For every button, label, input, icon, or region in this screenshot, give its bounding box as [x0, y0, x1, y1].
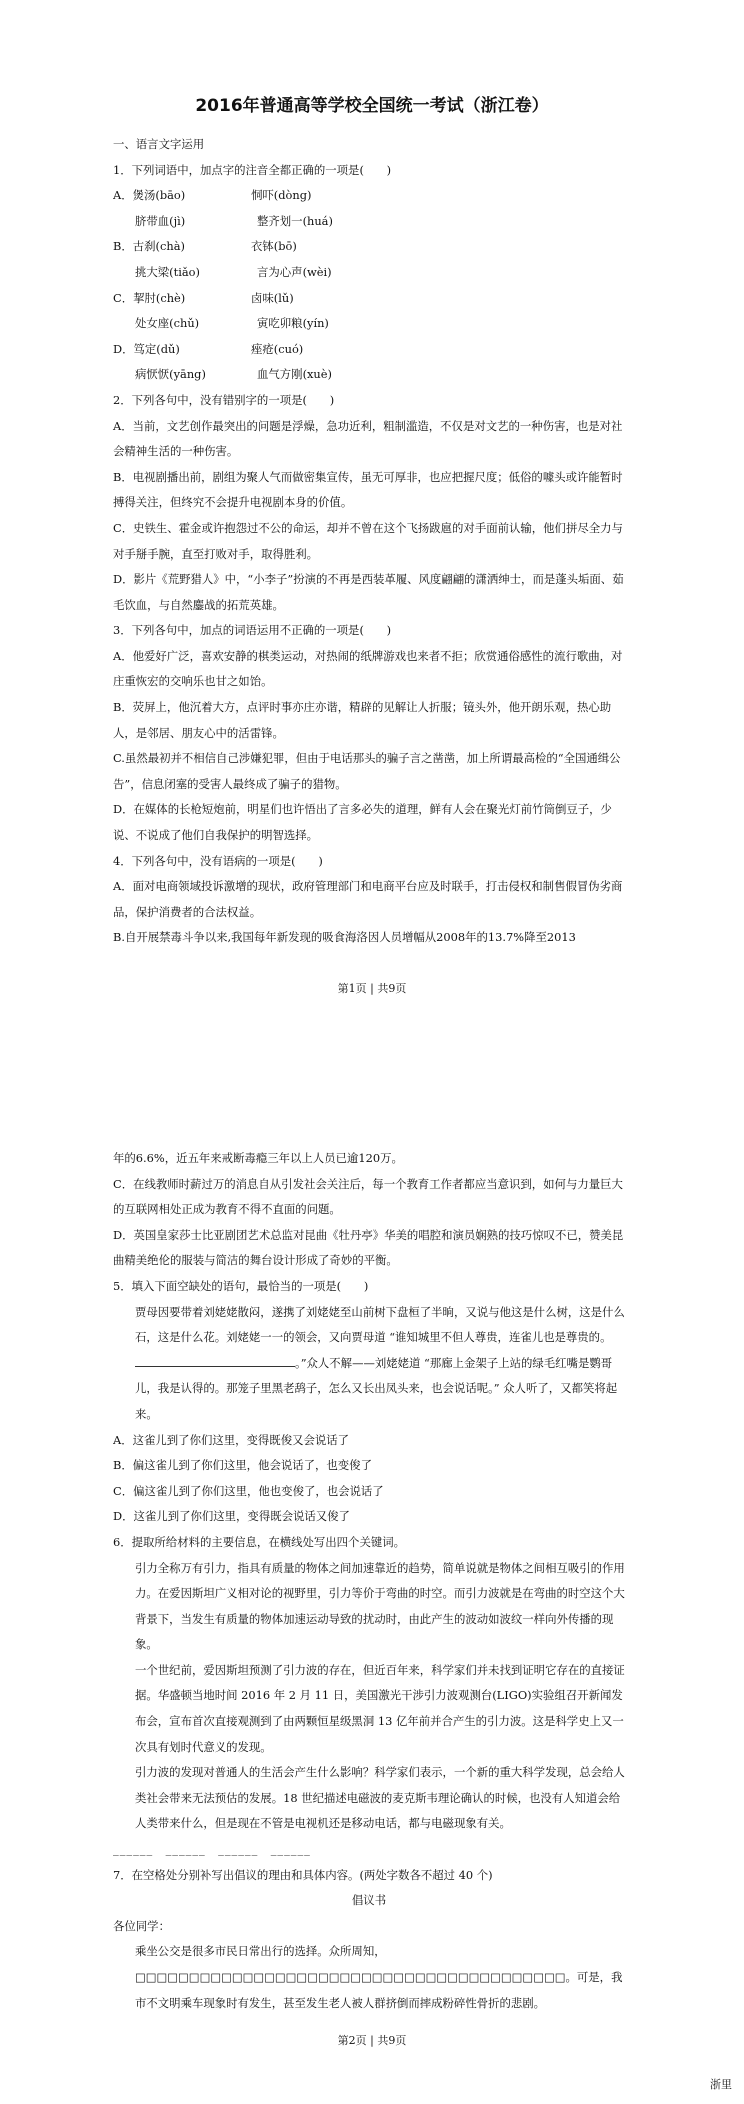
q5-passage	[113, 1300, 625, 1428]
q7-text-end: 。可是，我市不文明乘车现象时有发生，甚至发生老人被人群挤倒而摔成粉碎性骨折的悲剧。	[135, 1970, 623, 2010]
q3-option-b: B．荧屏上，他沉着大方，点评时事亦庄亦谐，精辟的见解让人折服；镜头外，他开朗乐观，热心助人，是邻居、朋友心中的活雷锋。	[113, 700, 612, 740]
q6-answer-blanks[interactable]: ______ ______ ______ ______	[113, 1842, 311, 1857]
q1-option-d-line2	[113, 362, 625, 388]
q1-option-b-line2	[113, 260, 625, 286]
page-1-content	[113, 132, 625, 951]
q3-option-d: D．在媒体的长枪短炮前，明星们也许悟出了言多必失的道理，鲜有人会在聚光灯前竹筒倒豆子，少说、不说成了他们自我保护的明智选择。	[113, 802, 612, 843]
question-1-stem: 1．下列词语中，加点字的注音全都正确的一项是( )	[113, 162, 392, 177]
q7-paragraph	[113, 1939, 625, 2016]
q2-option-a: A．当前，文艺创作最突出的问题是浮燥，急功近利，粗制滥造，不仅是对文艺的一种伤害，也是对社会精神生活的一种伤害。	[113, 418, 623, 459]
q1-option-a-line2	[113, 209, 625, 235]
q1-option-b-line1	[113, 234, 625, 260]
q7-heading: 倡议书	[351, 1893, 387, 1908]
q7-answer-boxes-b[interactable]: □□□□□□□□□□□□□□□□□□□□□□	[328, 1970, 566, 1984]
q4-option-d: D．英国皇家莎士比亚剧团艺术总监对昆曲《牡丹亭》华美的唱腔和演员娴熟的技巧惊叹不已，赞美昆曲精美绝伦的服装与简洁的舞台设计形成了奇妙的平衡。	[113, 1227, 624, 1268]
q1-d-word2: 痤疮(cuó)	[251, 341, 304, 356]
q6-paragraph-1: 引力全称万有引力，指具有质量的物体之间加速靠近的趋势，简单说就是物体之间相互吸引的作用力。在爱因斯坦广义相对论的视野里，引力等价于弯曲的时空。而引力波就是在弯曲的时空这个大背景下，当发生有质量的物体加速运动导致的扰动时，由此产生的波动如波纹一样向外传播的现象。	[135, 1560, 625, 1652]
q5-option-a: A．这雀儿到了你们这里，变得既俊又会说话了	[113, 1432, 350, 1447]
q4-option-b-part1: B.自开展禁毒斗争以来,我国每年新发现的吸食海洛因人员增幅从2008年的13.7%降至2013	[113, 930, 576, 945]
q5-passage-part-b: 。”众人不解——刘姥姥道 “那廊上金架子上站的绿毛红嘴是鹦哥儿，我是认得的。那笼子里黑老鸹子，怎么又长出凤头来，也会说话呢。” 众人听了，又都笑将起来。	[135, 1355, 618, 1421]
q1-option-d-line1	[113, 337, 625, 363]
question-7-stem: 7．在空格处分别补写出倡议的理由和具体内容。(两处字数各不超过 40 个)	[113, 1867, 493, 1882]
page-title: 2016年普通高等学校全国统一考试（浙江卷）	[195, 96, 549, 116]
q1-option-c-line2	[113, 311, 625, 337]
q6-paragraph-3: 引力波的发现对普通人的生活会产生什么影响？科学家们表示，一个新的重大科学发现，总会给人类社会带来无法预估的发展。18 世纪描述电磁波的麦克斯韦理论确认的时候，也没有人知道会给人类带来什么，但是现在不管是电视机还是移动电话，都与电磁现象有关。	[135, 1765, 625, 1831]
q1-d-word1: D．笃定(dǔ)	[113, 341, 180, 356]
question-5-stem: 5．填入下面空缺处的语句，最恰当的一项是( )	[113, 1278, 369, 1293]
q1-a-word4: 整齐划一(huá)	[257, 213, 333, 228]
q1-b-word4: 言为心声(wèi)	[257, 264, 332, 279]
q1-c-word4: 寅吃卯粮(yín)	[257, 316, 329, 331]
q2-option-d: D．影片《荒野猎人》中，“小李子”扮演的不再是西装革履、风度翩翩的潇洒绅士，而是蓬头垢面、茹毛饮血，与自然鏖战的拓荒英雄。	[113, 572, 624, 612]
page-2-content	[113, 1146, 625, 2016]
question-6-stem: 6．提取所给材料的主要信息，在横线处写出四个关键词。	[113, 1534, 406, 1549]
q7-answer-boxes-a[interactable]: □□□□□□□□□□□□□□□□□□	[135, 1970, 329, 1984]
question-4-stem: 4．下列各句中，没有语病的一项是( )	[113, 853, 323, 868]
question-3-stem: 3．下列各句中，加点的词语运用不正确的一项是( )	[113, 623, 392, 638]
q7-salutation: 各位同学：	[113, 1918, 170, 1933]
q4-option-b-part2: 年的6.6%，近五年来戒断毒瘾三年以上人员已逾120万。	[113, 1151, 403, 1165]
corner-label: 浙里	[710, 2078, 732, 2091]
q1-c-word1: C．挈肘(chè)	[113, 290, 186, 305]
q1-b-word2: 衣钵(bō)	[251, 239, 297, 254]
q5-option-d: D．这雀儿到了你们这里，变得既会说话又俊了	[113, 1509, 350, 1524]
question-2-stem: 2．下列各句中，没有错别字的一项是( )	[113, 392, 335, 407]
q1-a-word2: 恫吓(dòng)	[251, 188, 312, 203]
q5-passage-part-a: 贾母因要带着刘姥姥散闷，遂携了刘姥姥至山前树下盘桓了半晌，又说与他这是什么树，这是什么石，这是什么花。刘姥姥一一的领会，又向贾母道 “谁知城里不但人尊贵，连雀儿也是尊贵的。	[135, 1304, 625, 1345]
q1-c-word2: 卤味(lǔ)	[251, 290, 294, 305]
page-2-footer: 第2页 | 共9页	[337, 2034, 407, 2047]
q1-option-c-line1	[113, 286, 625, 312]
q2-option-c: C．史铁生、霍金或许抱怨过不公的命运，却并不曾在这个飞扬跋扈的对手面前认输，他们拼尽全力与对手掰手腕，直至打败对手，取得胜利。	[113, 520, 623, 561]
q5-option-c: C．偏这雀儿到了你们这里，他也变俊了，也会说话了	[113, 1483, 384, 1498]
q4-option-a: A．面对电商领域投诉激增的现状，政府管理部门和电商平台应及时联手，打击侵权和制售假冒伪劣商品，保护消费者的合法权益。	[113, 879, 623, 919]
q1-d-word4: 血气方刚(xuè)	[257, 367, 332, 382]
q7-text-start: 乘坐公交是很多市民日常出行的选择。众所周知，	[135, 1944, 386, 1959]
page-1-footer: 第1页 | 共9页	[337, 982, 407, 995]
q3-option-a: A．他爱好广泛，喜欢安静的棋类运动，对热闹的纸牌游戏也来者不拒；欣赏通俗感性的流行歌曲，对庄重恢宏的交响乐也甘之如饴。	[113, 648, 623, 689]
q2-option-b: B．电视剧播出前，剧组为聚人气而做密集宣传，虽无可厚非，也应把握尺度；低俗的噱头或许能暂时搏得关注，但终究不会提升电视剧本身的价值。	[113, 469, 623, 510]
q1-c-word3: 处女座(chǔ)	[135, 316, 200, 331]
q1-a-word3: 脐带血(jì)	[135, 213, 186, 228]
q1-a-word1: A．煲汤(bāo)	[113, 188, 186, 203]
q1-b-word3: 挑大梁(tiǎo)	[135, 264, 200, 279]
q3-option-c: C.虽然最初并不相信自己涉嫌犯罪，但由于电话那头的骗子言之凿凿，加上所谓最高检的“全国通缉公告”，信息闭塞的受害人最终成了骗子的猎物。	[113, 751, 621, 791]
q5-fill-blank[interactable]	[135, 1354, 295, 1367]
section-heading: 一、语言文字运用	[113, 137, 205, 151]
q1-d-word3: 病恹恹(yāng)	[135, 367, 206, 382]
q1-b-word1: B．古刹(chà)	[113, 239, 185, 254]
q5-option-b: B．偏这雀儿到了你们这里，他会说话了，也变俊了	[113, 1458, 372, 1473]
q1-option-a-line1	[113, 183, 625, 209]
q6-paragraph-2: 一个世纪前，爱因斯坦预测了引力波的存在，但近百年来，科学家们并未找到证明它存在的直接证据。华盛顿当地时间 2016 年 2 月 11 日，美国激光干涉引力波观测台(LIGO)实验组召开新闻发布会，宣布首次直接观测到了由两颗恒星级黑洞 13 亿年前并合产生的引力波。这是科学史上又一次具有划时代意义的发现。	[135, 1662, 625, 1754]
q4-option-c: C．在线教师时薪过万的消息自从引发社会关注后，每一个教育工作者都应当意识到，如何与力量巨大的互联网相处正成为教育不得不直面的问题。	[113, 1176, 623, 1217]
